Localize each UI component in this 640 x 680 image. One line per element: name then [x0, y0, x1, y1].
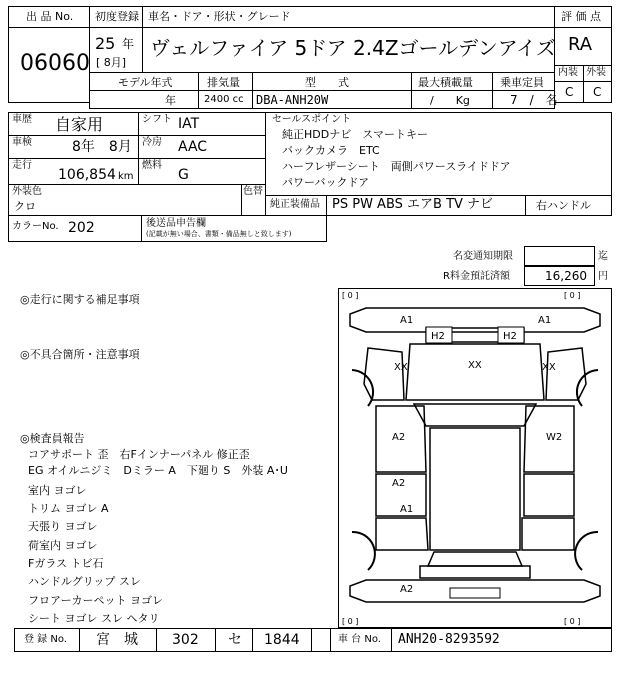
inspection-label: 車検: [12, 137, 32, 148]
displacement-label: 排気量: [207, 76, 240, 89]
sales-point-line: パワーバックドア: [282, 176, 370, 189]
rear-right-door: [524, 474, 574, 516]
driving-notes-label: ◎走行に関する補足事項: [20, 293, 140, 306]
name-change-label: 名変通知期限: [453, 251, 513, 262]
damage-mark: W2: [546, 432, 563, 443]
damage-mark: H2: [431, 331, 445, 342]
sales-point-line: 純正HDDナビ スマートキー: [282, 128, 428, 141]
fuel-label: 燃料: [142, 160, 162, 171]
ac-label: 冷房: [142, 137, 162, 148]
inspector-line: トリム ヨゴレ A: [28, 502, 109, 515]
hood: [406, 344, 544, 400]
displacement-value: 2400 cc: [204, 94, 244, 105]
inspector-line: 室内 ヨゴレ: [28, 484, 87, 497]
model-year-unit: 年: [165, 94, 176, 107]
reg-year-unit: 年: [122, 37, 135, 51]
sales-points-label: セールスポイント: [272, 114, 352, 125]
inspection-value: 8年 8月: [72, 139, 132, 155]
history-value: 自家用: [55, 115, 104, 134]
corner-count-top-right: [ 0 ]: [564, 291, 581, 300]
inspector-line: コアサポート 歪 右Fインナーパネル 修正歪: [28, 448, 250, 461]
corner-count-top-left: [ 0 ]: [342, 291, 359, 300]
reg-year: 25: [95, 34, 116, 53]
inspector-label: ◎検査員報告: [20, 432, 85, 445]
name-change-cell: [524, 246, 595, 266]
recycle-unit: 円: [598, 271, 608, 282]
reg-month: [ 8月]: [96, 56, 127, 69]
reg-label: 初度登録: [95, 10, 139, 23]
color-value: クロ: [14, 200, 36, 213]
capacity-value: 7 / 名: [510, 93, 558, 107]
details-row2: [8, 135, 266, 159]
details-row3: [8, 158, 266, 185]
details-row1: [8, 112, 266, 136]
damage-mark: XX: [468, 360, 482, 371]
damage-mark: XX: [542, 362, 556, 373]
damage-mark: A2: [392, 432, 406, 443]
exterior-label: 外装: [586, 67, 606, 78]
shift-value: IAT: [178, 116, 200, 132]
mileage-value: 106,854: [58, 167, 116, 183]
exterior-grade: C: [593, 85, 602, 99]
damage-mark: XX: [394, 362, 408, 373]
rear-left-wheel-arch: [352, 532, 375, 570]
grade-value: RA: [568, 34, 593, 55]
roof: [430, 428, 520, 550]
rear-plate: [450, 588, 500, 598]
model-year-label: モデル年式: [118, 76, 173, 89]
damage-mark: H2: [503, 331, 517, 342]
right-rear-quarter: [522, 518, 574, 550]
front-left-wheel-arch: [352, 370, 373, 406]
type-code: DBA-ANH20W: [256, 93, 329, 107]
inspector-line: 天張り ヨゴレ: [28, 520, 98, 533]
load-label: 最大積載量: [418, 76, 473, 89]
mileage-unit: km: [118, 171, 134, 182]
inspector-line: Fガラス トビ石: [28, 557, 104, 570]
equipment-label: 純正装備品: [270, 199, 320, 210]
recycle-label: R料金預託済額: [443, 271, 510, 282]
car-name: ヴェルファイア 5ドア 2.4Zゴールデンアイズ: [150, 36, 556, 60]
front-right-fender: [546, 348, 586, 400]
steering-value: 右ハンドル: [536, 199, 591, 212]
car-condition-diagram: [338, 288, 612, 628]
chassis-label: 車 台 No.: [338, 634, 381, 645]
damage-mark: A1: [400, 504, 414, 515]
lot-number: 06060: [20, 51, 90, 76]
color-no-value: 202: [68, 220, 95, 236]
damage-mark: A2: [392, 478, 406, 489]
color-label: 外装色: [12, 186, 42, 197]
defects-label: ◎不具合箇所・注意事項: [20, 348, 140, 361]
post-note: (記載が無い場合、書類・備品無しと致します): [146, 230, 292, 238]
equipment-items: PS PW ABS エアB TV ナビ: [332, 197, 494, 212]
recycle-amount: 16,260: [545, 269, 587, 283]
plate-region: 宮 城: [96, 632, 138, 648]
color-box-label: 色替: [243, 186, 263, 197]
name-change-unit: 迄: [598, 251, 608, 262]
plate-kana: セ: [228, 632, 242, 648]
inspector-line: シート ヨゴレ スレ ヘタリ: [28, 612, 160, 625]
grade-label: 評 価 点: [561, 10, 601, 23]
inspector-line: フロアーカーペット ヨゴレ: [28, 594, 163, 607]
sales-point-line: バックカメラ ETC: [282, 144, 380, 157]
sales-point-line: ハーフレザーシート 両側パワースライドドア: [282, 160, 511, 173]
inspector-line: ハンドルグリップ スレ: [28, 575, 141, 588]
interior-grade: C: [565, 85, 574, 99]
back-door: [420, 566, 530, 578]
shift-label: シフト: [142, 114, 172, 125]
load-value: / Kg: [430, 94, 470, 107]
plate-number: 1844: [264, 632, 300, 648]
windshield: [414, 404, 536, 426]
inspector-line: EG オイルニジミ Dミラー A 下廻り S 外装 A･U: [28, 464, 288, 477]
interior-label: 内装: [558, 67, 578, 78]
chassis-number: ANH20-8293592: [398, 632, 500, 647]
damage-mark: A2: [400, 584, 414, 595]
front-right-wheel-arch: [577, 370, 598, 406]
left-rear-quarter: [376, 518, 428, 550]
rear-right-wheel-arch: [575, 532, 598, 570]
lot-label: 出 品 No.: [26, 10, 74, 23]
ac-value: AAC: [178, 139, 208, 155]
rear-window: [428, 552, 522, 566]
corner-count-bottom-left: [ 0 ]: [342, 617, 359, 626]
plate-class: 302: [172, 632, 199, 648]
plate-label: 登 録 No.: [24, 634, 67, 645]
car-name-label: 車名・ドア・形状・グレード: [148, 10, 291, 23]
damage-mark: A1: [538, 315, 552, 326]
corner-count-bottom-right: [ 0 ]: [564, 617, 581, 626]
rear-bumper: [350, 580, 600, 602]
history-label: 車歴: [12, 114, 32, 125]
mileage-label: 走行: [12, 160, 32, 171]
color-no-label: カラーNo.: [12, 221, 59, 232]
inspector-line: 荷室内 ヨゴレ: [28, 539, 98, 552]
capacity-label: 乗車定員: [500, 76, 544, 89]
fuel-value: G: [178, 167, 189, 183]
post-label: 後送品申告欄: [146, 218, 206, 229]
front-left-fender: [364, 348, 404, 400]
damage-mark: A1: [400, 315, 414, 326]
type-label: 型 式: [305, 76, 349, 89]
